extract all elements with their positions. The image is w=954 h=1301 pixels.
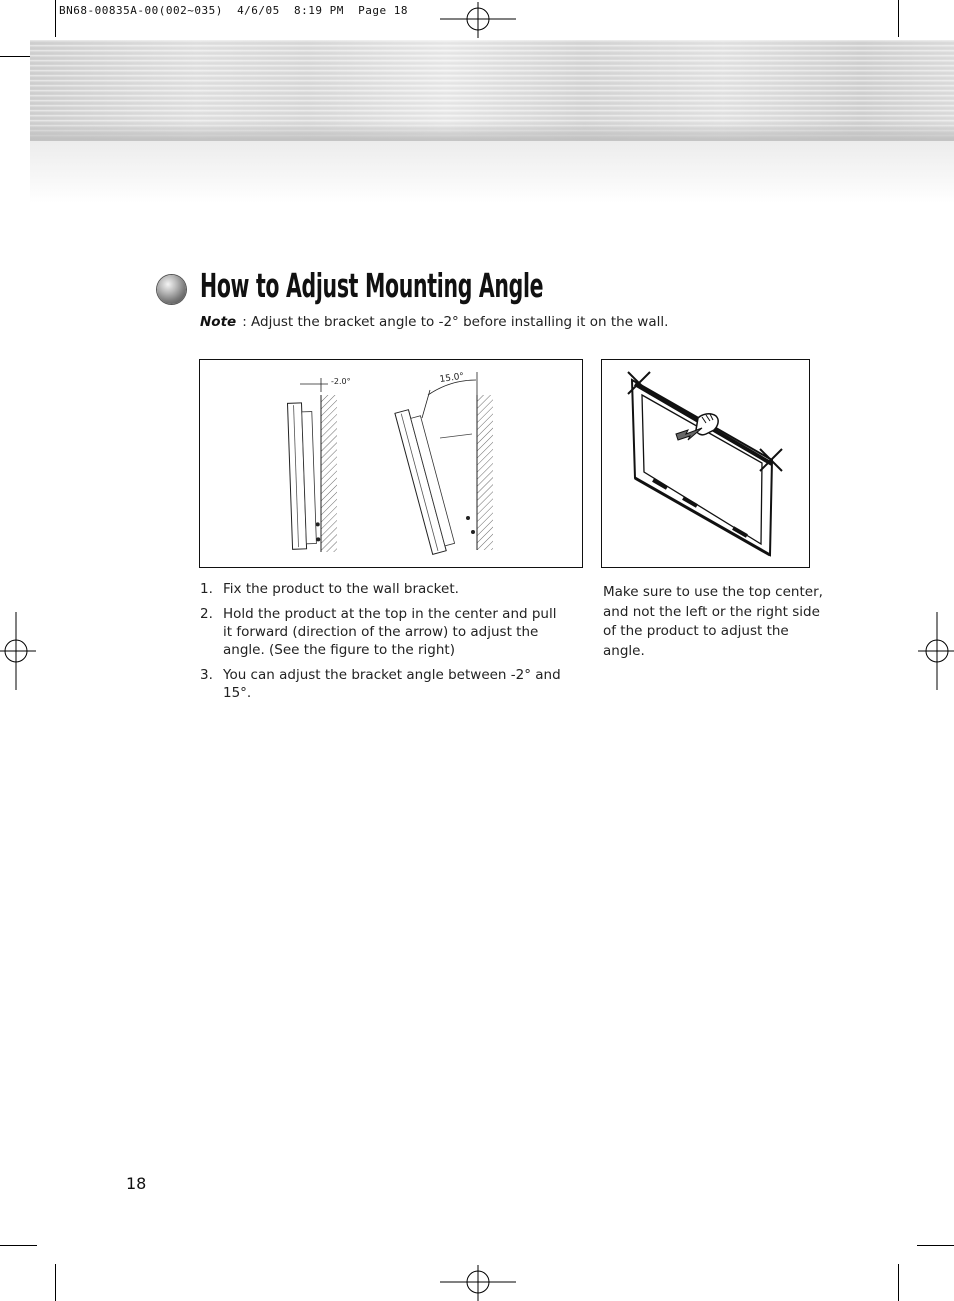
pull-tv-figure (601, 359, 810, 568)
registration-mark-right (918, 612, 954, 690)
note-label: Note (200, 314, 237, 330)
step-item (200, 666, 590, 702)
note-text: : Adjust the bracket angle to -2° before installing it on the wall. (242, 314, 669, 330)
crop-mark-top-right-v (898, 0, 899, 37)
print-slug: BN68-00835A-00(002~035) 4/6/05 8:19 PM Page 18 (59, 4, 409, 17)
crop-mark-top-left-v (55, 0, 56, 37)
instruction-steps (200, 580, 590, 709)
pull-tv-diagram (602, 360, 809, 567)
section-bullet-icon (157, 275, 186, 304)
crop-mark-bottom-right-h (917, 1245, 954, 1246)
page-number: 18 (126, 1174, 147, 1193)
registration-mark-left (0, 612, 36, 690)
crop-mark-bottom-left-h (0, 1245, 37, 1246)
registration-mark-top (440, 2, 516, 38)
wall-hatch-2 (477, 395, 493, 550)
step-text: You can adjust the bracket angle between -2° and 15°. (223, 667, 561, 701)
side-note: Make sure to use the top center, and not the left or the right side of the product to adjust the angle. (603, 584, 823, 659)
wall-hatch-1 (321, 395, 337, 552)
bracket-angle-diagram (200, 360, 582, 567)
step-text: Fix the product to the wall bracket. (223, 581, 459, 597)
crop-mark-bottom-right-v (898, 1264, 899, 1301)
step-number: 1. (200, 581, 213, 597)
header-banner (30, 40, 954, 141)
tv-at-minus-2-degrees (287, 402, 320, 549)
step-number: 2. (200, 606, 213, 622)
registration-mark-bottom (440, 1265, 516, 1301)
step-number: 3. (200, 667, 213, 683)
tv-at-15-degrees (395, 407, 456, 554)
angle-label-1: -2.0° (331, 377, 351, 386)
header-fade (30, 141, 954, 203)
note-line (200, 314, 668, 330)
angle-label-2: 15.0° (439, 371, 465, 385)
step-item (200, 605, 558, 659)
section-title: How to Adjust Mounting Angle (200, 266, 544, 305)
step-item (200, 580, 590, 598)
step-text: Hold the product at the top in the center and pull it forward (direction of the arrow) to adjust the angle. (See the figure to the right) (223, 606, 557, 658)
bracket-angle-figure (199, 359, 583, 568)
crop-mark-bottom-left-v (55, 1264, 56, 1301)
